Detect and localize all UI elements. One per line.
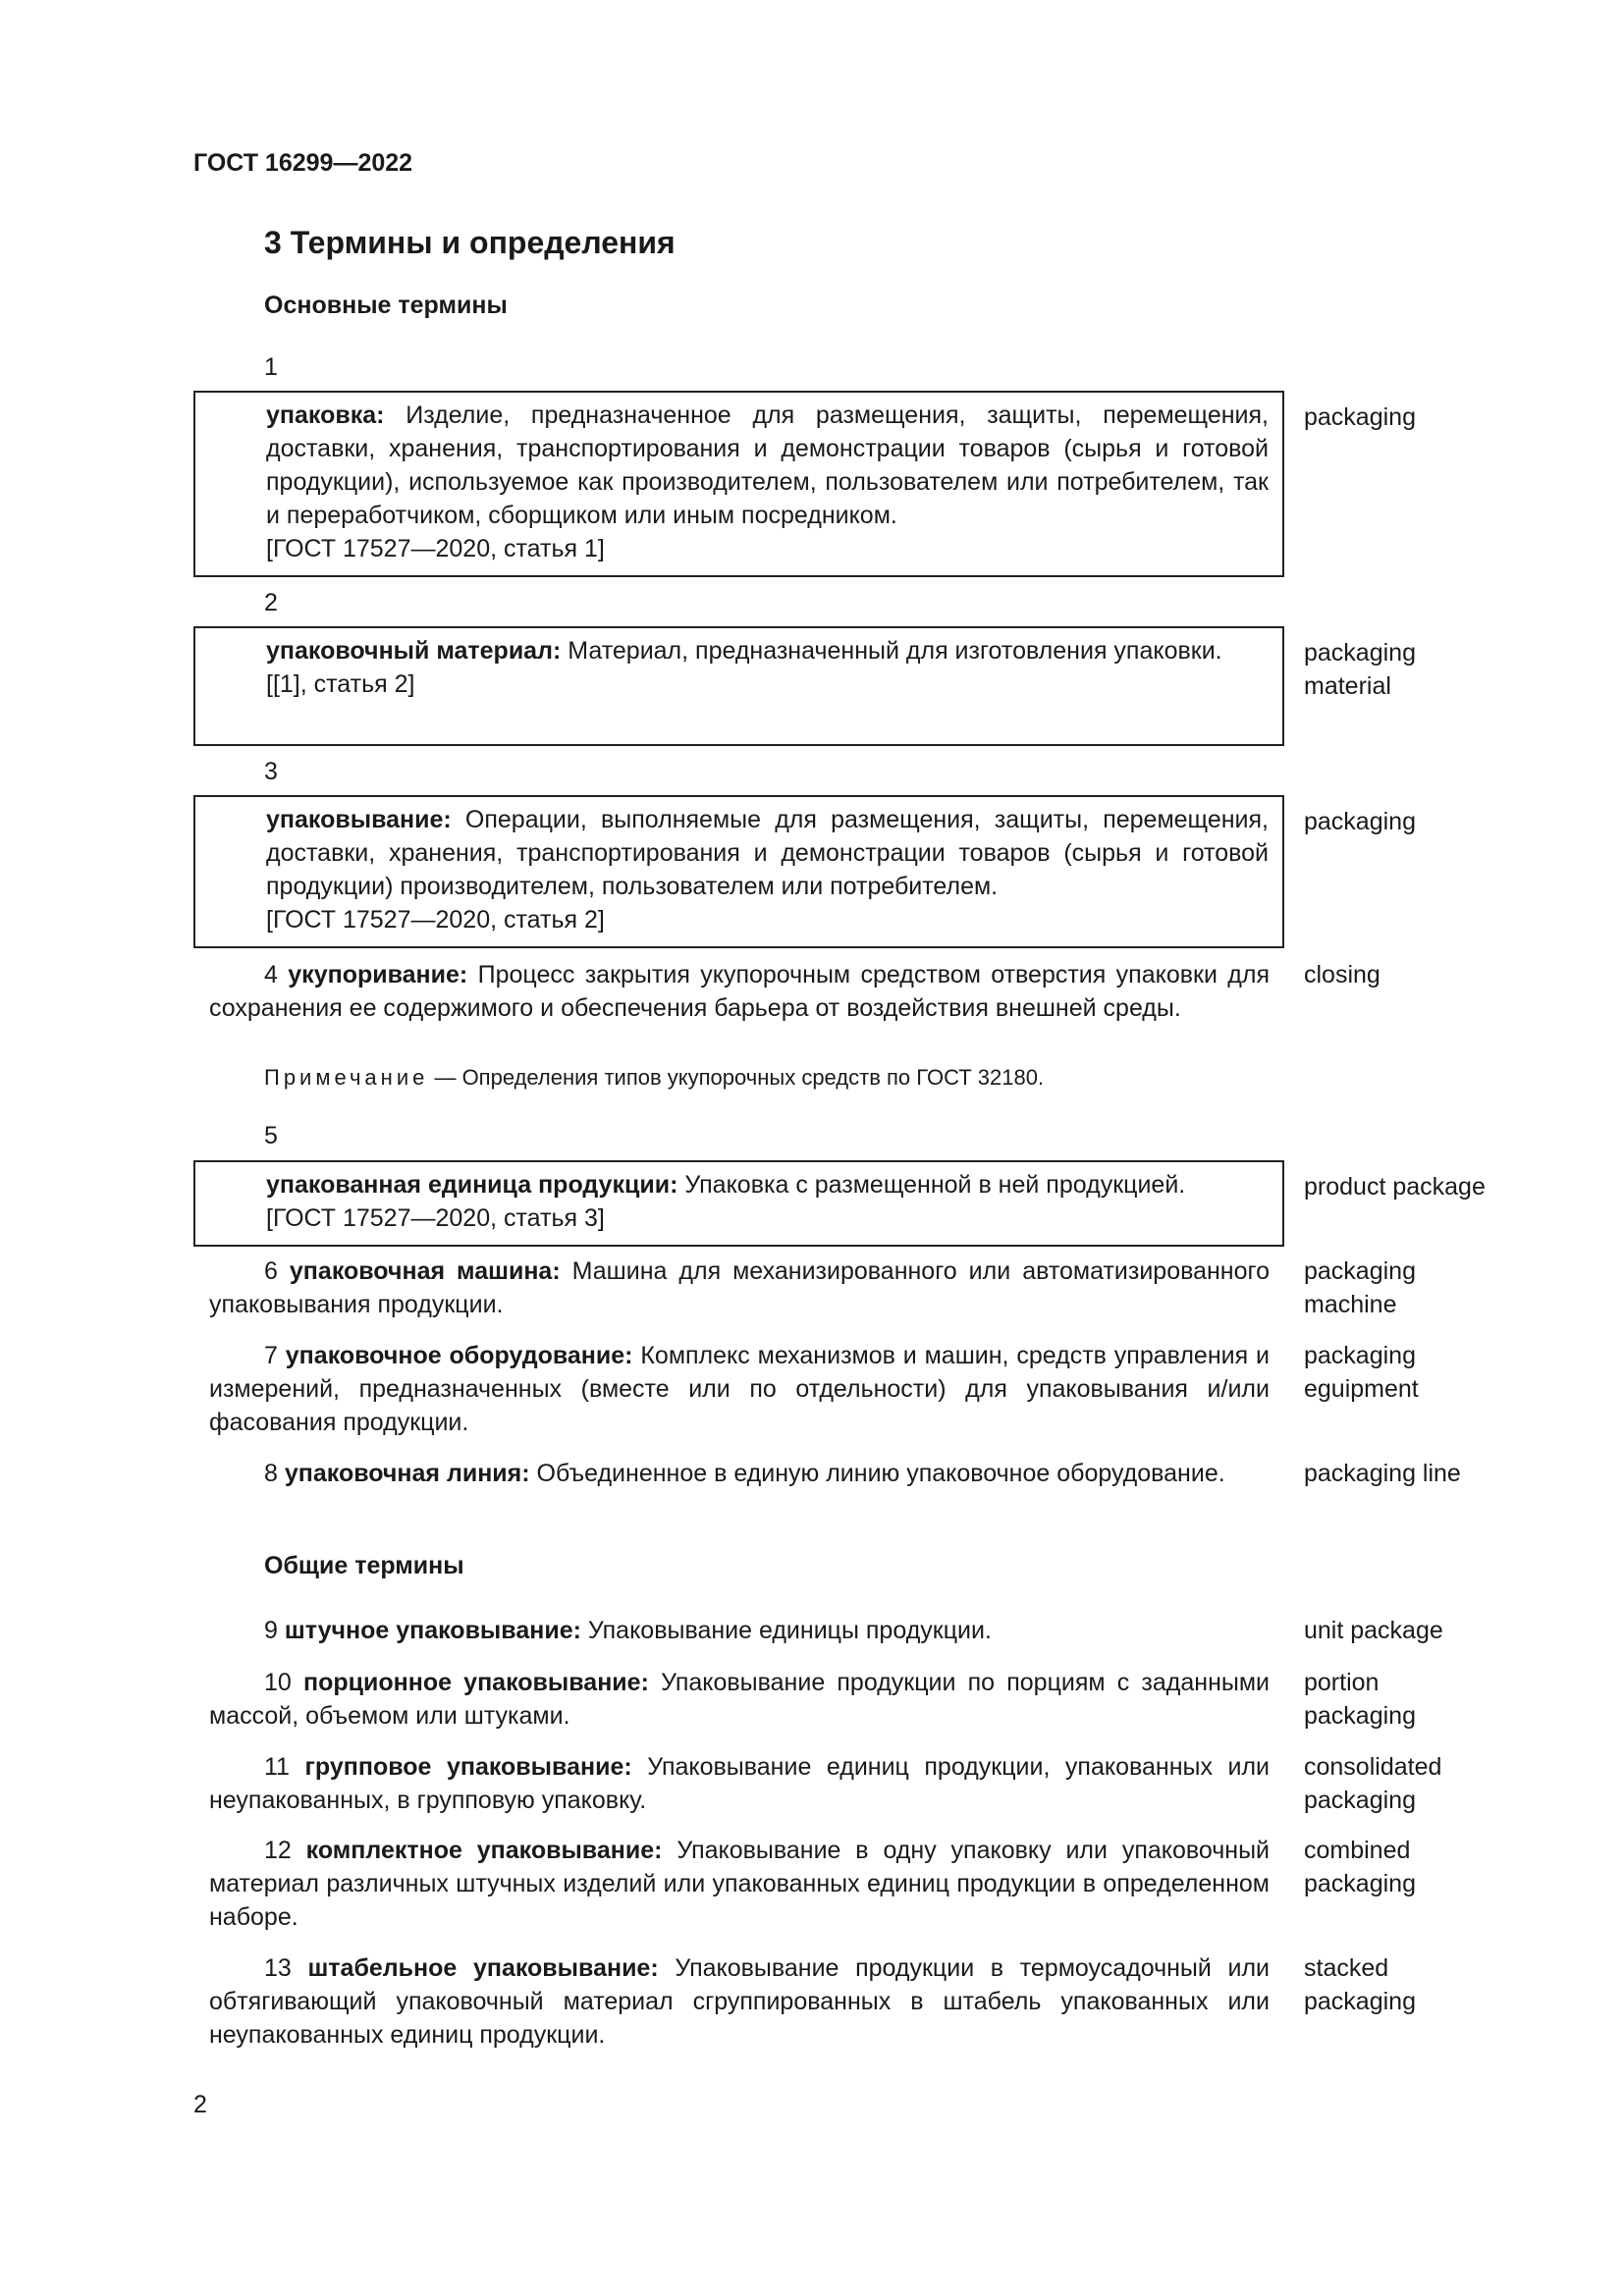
term-english-equivalent: packaging eguipment: [1304, 1342, 1419, 1403]
term-number: 7: [264, 1342, 278, 1369]
term-english-equivalent: product package: [1304, 1173, 1486, 1201]
term-name: укупоривание:: [288, 961, 468, 988]
term-english-equivalent: packaging: [1304, 808, 1416, 835]
term-entry: [209, 1339, 1270, 1439]
term-entry: [209, 1614, 1270, 1647]
term-entry: [209, 1457, 1270, 1490]
term-number: 12: [264, 1837, 292, 1864]
term-name: упаковочная линия:: [284, 1460, 530, 1487]
term-entry-boxed: [193, 1160, 1284, 1247]
subheading-general-terms: Общие термины: [264, 1552, 464, 1579]
term-name: упаковочное оборудование:: [285, 1342, 633, 1369]
document-code: ГОСТ 16299—2022: [193, 149, 413, 177]
term-entry: [209, 1834, 1270, 1934]
term-definition: Упаковывание продукции по порциям с заданными массой, объемом или штуками.: [209, 1669, 1270, 1730]
term-entry-boxed: [193, 626, 1284, 746]
term-number: 11: [264, 1753, 290, 1781]
term-entry: [209, 1750, 1270, 1817]
section-title: 3 Термины и определения: [264, 225, 676, 260]
term-entry: [209, 1951, 1270, 2052]
term-definition: Материал, предназначенный для изготовления упаковки.: [568, 637, 1222, 665]
term-definition: Упаковывание единиц продукции, упакованных или неупакованных, в групповую упаковку.: [209, 1753, 1271, 1814]
term-definition: Изделие, предназначенное для размещения, защиты, перемещения, доставки, хранения, транспортирования и демонстрации товаров (сырья и готовой продукции), используемое как производителем, пользователем или потребителем, так и переработчиком, сборщиком или иным посредником.: [266, 401, 1269, 529]
term-english-equivalent: consolidated packaging: [1304, 1753, 1442, 1814]
term-definition: Процесс закрытия укупорочным средством отверстия упаковки для сохранения ее содержимого и обеспечения барьера от воздействия внешней среды.: [209, 961, 1270, 1022]
term-number: 3: [264, 758, 278, 785]
term-name: упаковочный материал:: [266, 637, 562, 665]
term-entry: [209, 1666, 1270, 1733]
term-reference: [ГОСТ 17527—2020, статья 1]: [266, 535, 605, 562]
term-definition: Упаковка с размещенной в ней продукцией.: [684, 1171, 1186, 1199]
term-definition: Упаковывание продукции в термоусадочный или обтягивающий упаковочный материал сгруппированных в штабель упакованных или неупакованных единиц продукции.: [209, 1954, 1270, 2049]
term-number: 8: [264, 1460, 278, 1487]
page-number: 2: [193, 2091, 207, 2118]
term-reference: [ГОСТ 17527—2020, статья 2]: [266, 906, 605, 934]
term-number: 1: [264, 353, 278, 381]
term-entry-boxed: [193, 795, 1284, 948]
note-label: Примечание: [264, 1065, 429, 1090]
note: [264, 1065, 1044, 1091]
term-english-equivalent: packaging line: [1304, 1460, 1461, 1487]
term-definition: Упаковывание единицы продукции.: [587, 1617, 992, 1644]
term-number: 4: [264, 961, 278, 988]
term-entry: [209, 1255, 1270, 1321]
term-number: 2: [264, 589, 278, 616]
term-entry-boxed: [193, 391, 1284, 577]
term-definition: Машина для механизированного или автоматизированного упаковывания продукции.: [209, 1257, 1270, 1318]
term-english-equivalent: combined packaging: [1304, 1837, 1416, 1897]
term-english-equivalent: packaging machine: [1304, 1257, 1416, 1318]
term-number: 13: [264, 1954, 292, 1982]
term-entry: [209, 958, 1270, 1025]
term-definition: Операции, выполняемые для размещения, защиты, перемещения, доставки, хранения, транспортирования и демонстрации товаров (сырья и готовой продукции) производителем, пользователем или потребителем.: [266, 806, 1270, 900]
term-definition: Объединенное в единую линию упаковочное оборудование.: [536, 1460, 1225, 1487]
term-name: упаковывание:: [266, 806, 452, 833]
term-english-equivalent: closing: [1304, 961, 1380, 988]
term-name: штабельное упаковывание:: [307, 1954, 659, 1982]
term-name: комплектное упаковывание:: [305, 1837, 663, 1864]
term-definition: Упаковывание в одну упаковку или упаковочный материал различных штучных изделий или упакованных единиц продукции в определенном наборе.: [209, 1837, 1270, 1931]
term-number: 10: [264, 1669, 292, 1696]
term-definition: Комплекс механизмов и машин, средств управления и измерений, предназначенных (вместе или по отдельности) для упаковывания и/или фасования продукции.: [209, 1342, 1270, 1436]
term-number: 9: [264, 1617, 278, 1644]
term-name: порционное упаковывание:: [302, 1669, 649, 1696]
term-reference: [[1], статья 2]: [266, 670, 415, 698]
term-name: упакованная единица продукции:: [266, 1171, 678, 1199]
term-name: групповое упаковывание:: [304, 1753, 632, 1781]
term-name: упаковка:: [266, 401, 385, 429]
term-english-equivalent: packaging: [1304, 403, 1416, 431]
term-english-equivalent: unit package: [1304, 1617, 1443, 1644]
term-reference: [ГОСТ 17527—2020, статья 3]: [266, 1204, 605, 1232]
term-name: штучное упаковывание:: [284, 1617, 581, 1644]
term-english-equivalent: packaging material: [1304, 639, 1416, 700]
term-english-equivalent: portion packaging: [1304, 1669, 1416, 1730]
subheading-basic-terms: Основные термины: [264, 292, 508, 319]
term-english-equivalent: stacked packaging: [1304, 1954, 1416, 2015]
term-name: упаковочная машина:: [289, 1257, 561, 1285]
term-number: 5: [264, 1122, 278, 1149]
term-number: 6: [264, 1257, 278, 1285]
note-text: — Определения типов укупорочных средств по ГОСТ 32180.: [428, 1065, 1045, 1090]
